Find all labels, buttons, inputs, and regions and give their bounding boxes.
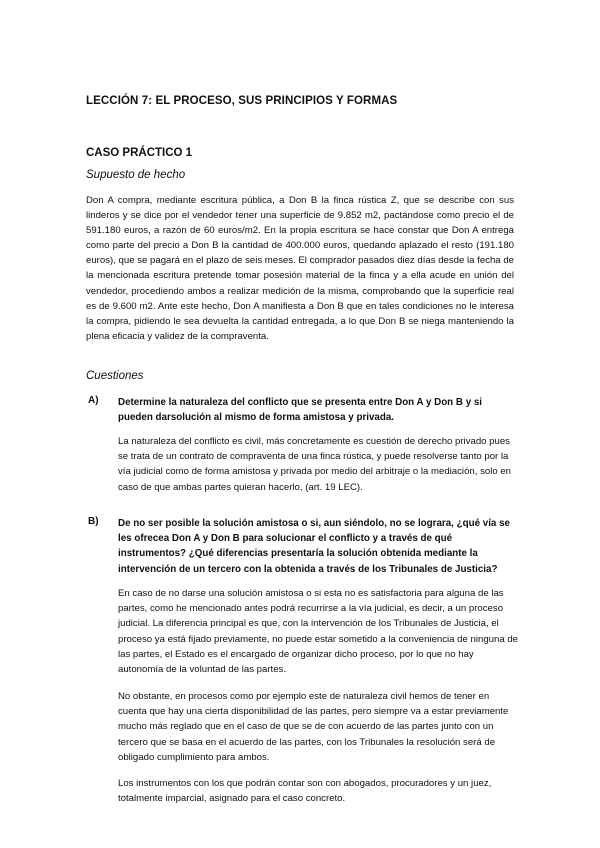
answer-b-paragraph-1: En caso de no darse una solución amistosa o si esta no es satisfactoria para alguna de las partes, como he mencionado antes podrá recurrirse a la vía judicial, es decir, a un proceso judicial. La diferencia principal es que, con la intervención de los Tribunales de Justicia, el proceso ya está fijado previamente, no puede estar sometido a la conveniencia de ninguna de las partes, el Estado es el encargado de organizar dicho proceso, por lo que no hay autonomía de la voluntad de las partes. (118, 588, 519, 676)
question-b-letter: B) (88, 516, 99, 527)
answer-b-paragraph-2: No obstante, en procesos como por ejemplo este de naturaleza civil hemos de tener en cuenta que hay una cierta disponibilidad de las partes, pero siempre va a estar previamente mucho más reglado que en el caso de que se de con acuerdo de las partes junto con un tercero que se basa en el acuerdo de las partes, con los Tribunales la resolución será de obligado cumplimiento para ambos. (118, 691, 509, 763)
question-a-text: Determine la naturaleza del conflicto que se presenta entre Don A y Don B y si pueden darsolución al mismo de forma amistosa y privada. (118, 397, 483, 424)
facts-paragraph: Don A compra, mediante escritura pública, a Don B la finca rústica Z, que se describe con sus linderos y se dice por el vendedor tener una superficie de 9.852 m2, pactándose como precio el de 591.180 euros, a razón de 60 euros/m2. En la propia escritura se hace constar que Don A entrega como parte del precio a Don B la cantidad de 400.000 euros, quedando aplazado el resto (191.180 euros), que se pagará en el plazo de seis meses. El comprador pasados diez días desde la fecha de la mencionada escritura pretende tomar posesión material de la finca y a ella acude en unión del vendedor, procediendo ambos a realizar medición de la misma, comprobando que la superficie real es de 9.600 m2. Ante este hecho, Don A manifiesta a Don B que en tales condiciones no le interesa la compra, pidiendo le sea devuelta la cantidad entregada, a lo que Don B se niega manteniendo la plena eficacia y validez de la compraventa. (86, 195, 514, 342)
question-a-letter: A) (88, 395, 99, 406)
answer-a-paragraph: La naturaleza del conflicto es civil, más concretamente es cuestión de derecho privado pues se trata de un contrato de compraventa de una finca rústica, y puede resolverse tanto por la vía judicial como de forma amistosa y privada por medio del arbitraje o la mediación, solo en caso de que ambas partes quieran hacerlo, (art. 19 LEC). (118, 436, 512, 493)
answer-b-paragraph-3: Los instrumentos con los que podrán contar son con abogados, procuradores y un juez, totalmente imparcial, asignado para el caso concreto. (118, 778, 492, 805)
question-b-text: De no ser posible la solución amistosa o si, aun siéndolo, no se lograra, ¿qué vía se les ofrecea Don A y Don B para solucionar el conflicto y a través de qué instrumentos? ¿Qué diferencias presentaría la solución obtenida mediante la intervención de un tercero con la obtenida a través de los Tribunales de Justicia? (118, 518, 510, 575)
case-title: CASO PRÁCTICO 1 (86, 147, 193, 159)
lesson-title: LECCIÓN 7: EL PROCESO, SUS PRINCIPIOS Y FORMAS (86, 95, 398, 107)
facts-heading: Supuesto de hecho (86, 169, 186, 181)
questions-heading: Cuestiones (86, 370, 144, 382)
